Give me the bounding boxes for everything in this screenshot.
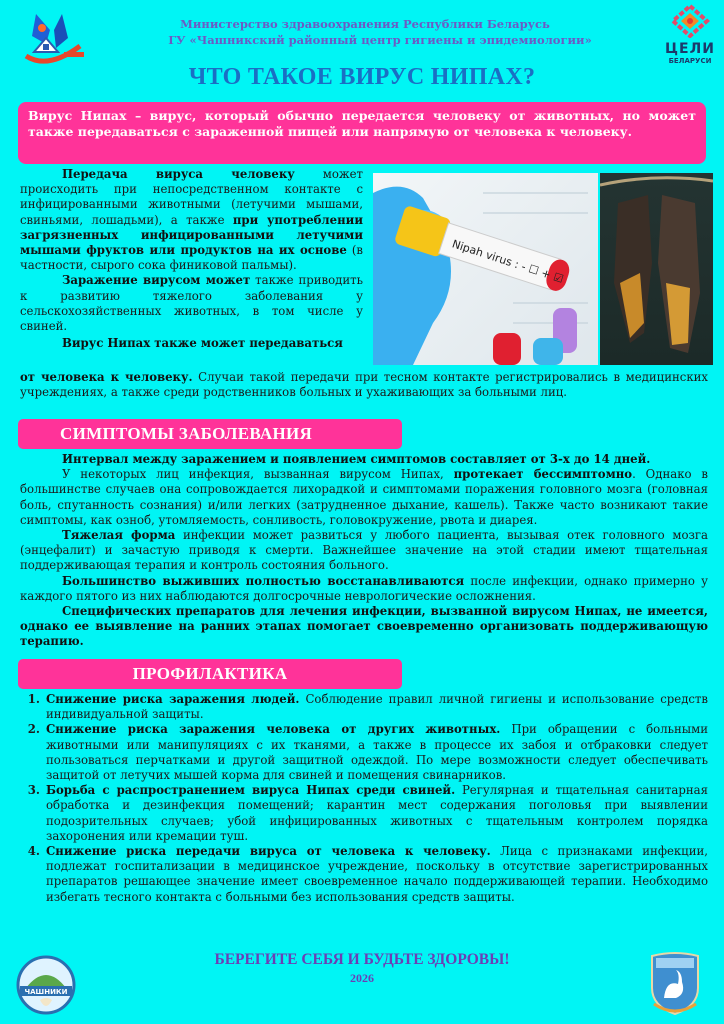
body-text: Лица с признаками инфекции, подлежат госпитализации в медицинское учреждение, поскольку в отсутствие зарегистрированных препаратов решающее значение имеет своевременное начало поддерживающей терапии. Необходимо избегать тесного контакта с больными без использования средств защиты. <box>46 844 708 904</box>
goals-logo-line-2: БЕЛАРУСИ <box>668 57 712 65</box>
transmission-paragraph-2 <box>20 273 363 334</box>
chashniki-emblem-icon <box>16 952 76 1018</box>
test-tube-photo <box>373 173 598 365</box>
tube-label: Nipah virus : - ☐ + ☑ <box>450 237 566 286</box>
intro-box: Вирус Нипах – вирус, который обычно передается человеку от животных, но может также передаваться с зараженной пищей или напрямую от человека к человеку. <box>18 102 706 164</box>
bold-text: Борьба с распространением вируса Нипах среди свиней. <box>46 783 456 798</box>
chashniki-emblem <box>16 952 76 1018</box>
body-text: . Однако в большинстве случаев она сопровождается лихорадкой и симптомами поражения головного мозга (головная боль, спутанность сознания) и/или легких (затрудненное дыхание, кашель). Также часто возникают такие симптомы, как озноб, утомляемость, сонливость, головокружение, рвота и диарея. <box>20 467 708 527</box>
bold-text: Большинство выживших полностью восстанавливаются <box>62 573 465 588</box>
ministry-line-1: Министерство здравоохранения Республики Беларусь <box>180 17 550 31</box>
transmission-paragraph-1 <box>20 167 363 273</box>
belarus-goals-logo <box>664 4 716 68</box>
transmission-section <box>20 167 363 351</box>
swan-coat-of-arms-icon <box>646 950 704 1018</box>
body-text: У некоторых лиц инфекция, вызванная вирусом Нипах, <box>62 467 454 482</box>
symptoms-section <box>20 452 708 650</box>
symptoms-heading <box>18 419 402 449</box>
symptoms-paragraph-5 <box>20 604 708 650</box>
body-text: может происходить при непосредственном контакте с инфицированными животными (летучими мышами, свиньями, лошадьми), а также <box>20 167 363 227</box>
bold-text: от человека к человеку. <box>20 370 193 384</box>
hanging-bats-icon <box>600 173 713 365</box>
health-caption <box>64 52 84 57</box>
symptoms-paragraph-3 <box>20 528 708 574</box>
body-text: после инфекции, однако примерно у каждого пятого из них наблюдаются долгосрочные неврологические осложнения. <box>20 573 708 603</box>
symptoms-heading-text: СИМПТОМЫ ЗАБОЛЕВАНИЯ <box>60 424 313 443</box>
symptoms-paragraph-4 <box>20 574 708 604</box>
bats-photo <box>600 173 713 365</box>
transmission-paragraph-3 <box>20 370 708 400</box>
body-text: (в частности, сырого сока финиковой пальмы). <box>20 243 363 273</box>
belarus-goals-logo-icon <box>670 4 710 38</box>
bold-text: Снижение риска передачи вируса от человека к человеку. <box>46 844 491 859</box>
nipah-photo <box>373 173 713 365</box>
bold-text: протекает бессимптомно <box>453 467 633 482</box>
bold-text: при употреблении загрязненных инфицированными летучими мышами фруктов или продуктов на их основе <box>20 212 363 258</box>
bold-text: Интервал между заражением и появлением симптомов составляет от 3-х до 14 дней. <box>62 452 651 466</box>
body-text: При обращении с больными животными или манипуляциях с их тканями, а также в процессе их забоя и отбраковки следует пользоваться перчатками и другой защитной одеждой. По мере возможности следует обеспечивать защитой от летучих мышей корма для свиней и помещения свинарников. <box>46 722 708 783</box>
bold-text: Заражение вирусом может <box>62 273 251 288</box>
ministry-line-2: ГУ «Чашникский районный центр гигиены и эпидемиологии» <box>168 33 592 47</box>
health-house-bird-logo-icon <box>18 8 88 68</box>
page-title: ЧТО ТАКОЕ ВИРУС НИПАХ? <box>188 64 536 90</box>
body-text: также приводить к развитию тяжелого заболевания у сельскохозяйственных животных, в том числе у свиней. <box>20 273 363 334</box>
footer-slogan: БЕРЕГИТЕ СЕБЯ И БУДЬТЕ ЗДОРОВЫ! <box>214 951 510 968</box>
footer-year: 2026 <box>350 971 374 985</box>
prevention-list <box>20 692 708 905</box>
bold-text: Специфических препаратов для лечения инфекции, вызванной вирусом Нипах, не имеется, однако ее выявление на ранних этапах помогает своевременно организовать поддерживающую терапию. <box>20 604 708 649</box>
prevention-item <box>44 692 708 722</box>
health-logo <box>18 8 88 68</box>
prevention-item <box>44 722 708 783</box>
prevention-heading <box>18 659 402 689</box>
symptoms-paragraph-2 <box>20 467 708 528</box>
body-text: Случаи такой передачи при тесном контакте регистрировались в медицинских учреждениях, а также среди родственников больных и ухаживающих за больными лиц. <box>20 370 709 400</box>
gloved-hand-test-tube-icon <box>373 173 598 365</box>
chashniki-caption: ЧАШНИКИ <box>24 988 68 996</box>
goals-logo-line-1: ЦЕЛИ <box>665 41 715 57</box>
transmission-paragraph-3-start <box>20 336 363 351</box>
bold-text: Тяжелая форма <box>62 528 176 543</box>
body-text: Соблюдение правил личной гигиены и использование средств индивидуальной защиты. <box>46 692 708 722</box>
prevention-item <box>44 844 708 905</box>
prevention-heading-text: ПРОФИЛАКТИКА <box>132 664 288 683</box>
body-text: Регулярная и тщательная санитарная обработка и дезинфекция помещений; карантин мест содержания поголовья при выявлении подозрительных случаев; убой инфицированных животных с тщательным контролем порядка захоронения или кремации туш. <box>46 783 708 843</box>
footer <box>100 950 624 986</box>
bold-text: Передача вируса человеку <box>62 167 295 181</box>
prevention-section <box>20 692 708 905</box>
ministry-header <box>120 16 610 48</box>
swan-coat-of-arms <box>646 950 704 1018</box>
prevention-item <box>44 783 708 844</box>
body-text: инфекции может развиться у любого пациента, вызывая отек головного мозга (энцефалит) и зачастую приводя к смерти. Важнейшее значение на этой стадии имеют тщательная поддерживающая терапия и контроль состояния больного. <box>20 528 708 573</box>
bold-text: Снижение риска заражения человека от других животных. <box>46 722 501 737</box>
bold-text: Вирус Нипах также может передаваться <box>62 336 343 351</box>
bold-text: Снижение риска заражения людей. <box>46 692 300 706</box>
symptoms-incubation <box>20 452 708 467</box>
